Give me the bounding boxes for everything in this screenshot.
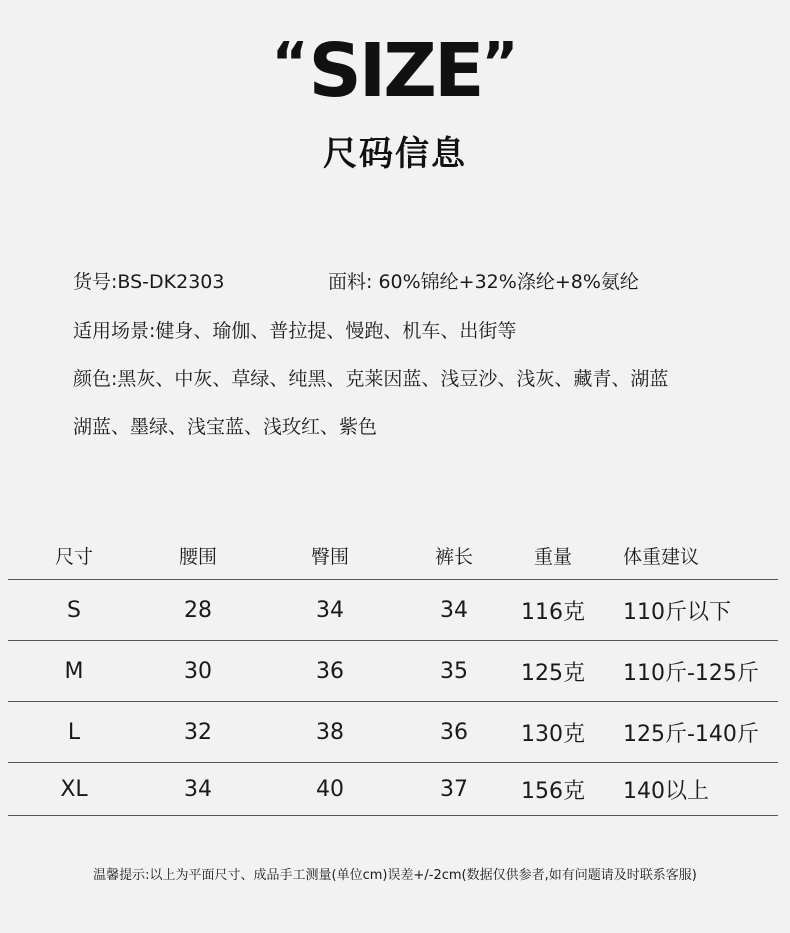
cell-waist: 34 [184, 776, 212, 802]
open-quote: “ [271, 31, 309, 96]
cell-waist: 28 [184, 597, 212, 623]
measurement-note: 温馨提示:以上为平面尺寸、成品手工测量(单位cm)误差+/-2cm(数据仅供参者,如有问题请及时联系客服) [93, 868, 697, 883]
header-length: 裤长 [434, 546, 473, 568]
cell-waist: 32 [184, 719, 212, 745]
title-block [0, 20, 790, 115]
cell-length: 34 [440, 597, 468, 623]
cell-body-weight: 125斤-140斤 [623, 721, 759, 747]
cell-body-weight: 140以上 [623, 778, 709, 804]
fabric-composition: 面料: 60%锦纶+32%涤纶+8%氨纶 [328, 271, 639, 293]
cell-body-weight: 110斤以下 [623, 599, 731, 625]
table-header [8, 532, 778, 580]
cell-size: M [64, 658, 84, 684]
cell-weight: 125克 [521, 660, 585, 686]
cell-waist: 30 [184, 658, 212, 684]
cell-hip: 38 [316, 719, 344, 745]
cell-size: L [67, 719, 81, 745]
page-title [0, 20, 790, 115]
title-text: SIZE [308, 28, 482, 114]
header-hip: 臀围 [310, 546, 349, 568]
cell-hip: 34 [316, 597, 344, 623]
table-row [8, 580, 778, 641]
cell-weight: 130克 [521, 721, 585, 747]
cell-body-weight: 110斤-125斤 [623, 660, 759, 686]
cell-hip: 40 [316, 776, 344, 802]
header-body-weight: 体重建议 [623, 546, 700, 568]
header-waist: 腰围 [178, 546, 217, 568]
cell-hip: 36 [316, 658, 344, 684]
header-size: 尺寸 [54, 546, 93, 568]
item-number: 货号:BS-DK2303 [73, 271, 225, 293]
close-quote: ” [481, 31, 519, 96]
cell-weight: 156克 [521, 778, 585, 804]
size-table [8, 532, 778, 816]
usage-scenes: 适用场景:健身、瑜伽、普拉提、慢跑、机车、出街等 [73, 320, 517, 342]
cell-weight: 116克 [521, 599, 585, 625]
header-weight: 重量 [533, 546, 572, 568]
cell-length: 37 [440, 776, 468, 802]
cell-length: 35 [440, 658, 468, 684]
cell-length: 36 [440, 719, 468, 745]
colors-line-2: 湖蓝、墨绿、浅宝蓝、浅玫红、紫色 [73, 416, 378, 438]
table-row [8, 702, 778, 763]
table-row [8, 641, 778, 702]
page-subtitle: 尺码信息 [323, 134, 467, 174]
table-row [8, 763, 778, 816]
cell-size: S [67, 597, 81, 623]
cell-size: XL [60, 776, 88, 802]
colors-line-1: 颜色:黑灰、中灰、草绿、纯黑、克莱因蓝、浅豆沙、浅灰、藏青、湖蓝 [73, 368, 669, 390]
